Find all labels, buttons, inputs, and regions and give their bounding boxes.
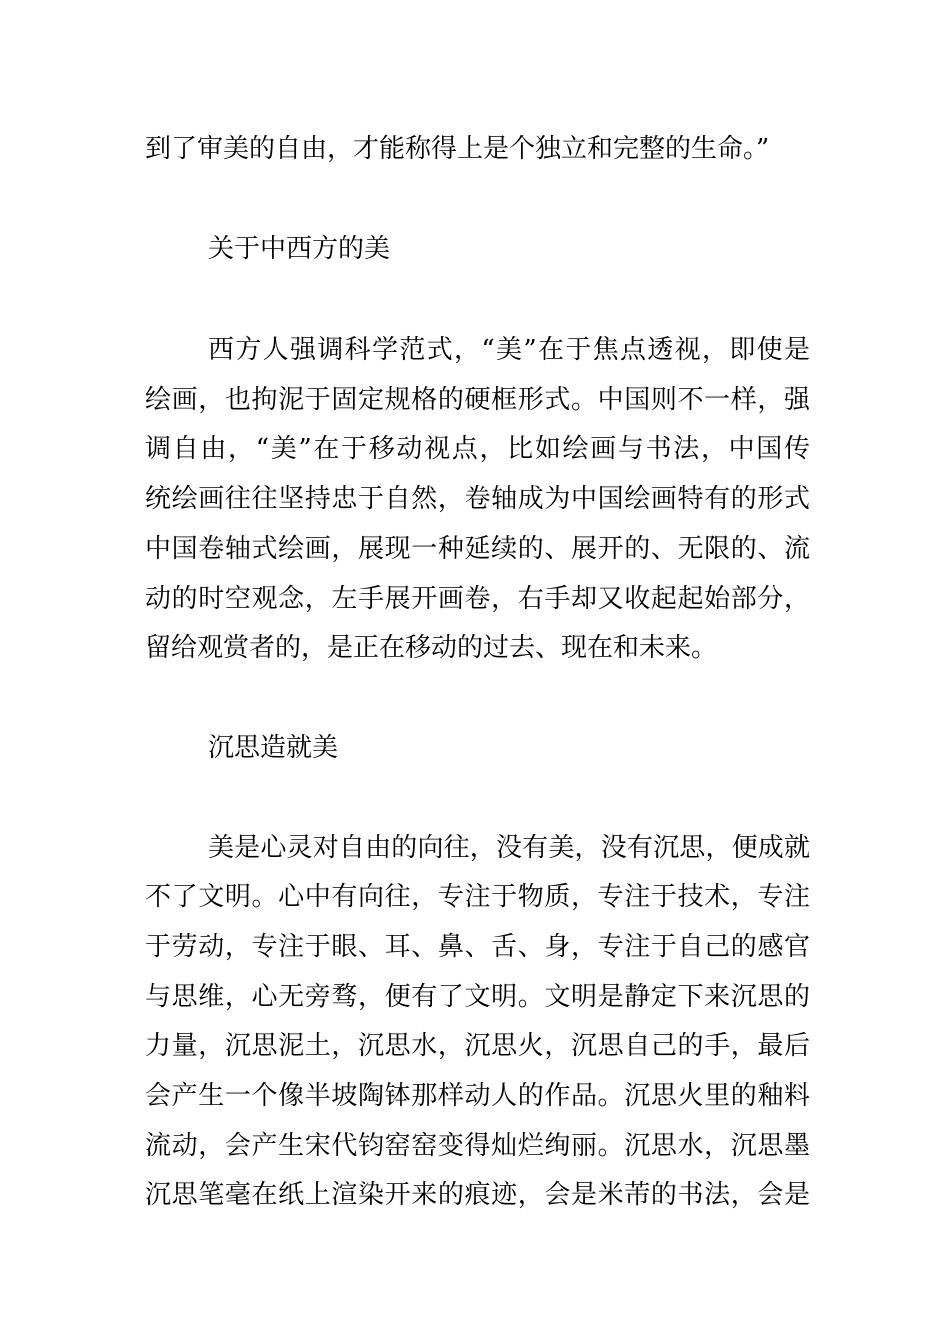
paragraph-line: 不了文明。心中有向往，专注于物质，专注于技术，专注 [145,882,810,912]
paragraph-line-closing-quote: 到了审美的自由，才能称得上是个独立和完整的生命。” [145,134,770,164]
paragraph-line: 会产生一个像半坡陶钵那样动人的作品。沉思火里的釉料 [145,1081,810,1111]
paragraph-line: 流动，会产生宋代钧窑窑变得灿烂绚丽。沉思水，沉思墨 [145,1131,810,1161]
paragraph-line: 留给观赏者的，是正在移动的过去、现在和未来。 [145,633,718,663]
paragraph-line: 调自由，“美”在于移动视点，比如绘画与书法，中国传 [145,434,810,464]
paragraph-line: 于劳动，专注于眼、耳、鼻、舌、身，专注于自己的感官 [145,932,810,962]
section-heading-east-west-beauty: 关于中西方的美 [208,234,391,264]
paragraph-line: 与思维，心无旁骛，便有了文明。文明是静定下来沉思的 [145,982,810,1012]
paragraph-line: 绘画，也拘泥于固定规格的硬框形式。中国则不一样，强 [145,385,810,415]
paragraph-line: 美是心灵对自由的向往，没有美，没有沉思，便成就 [208,833,810,863]
paragraph-line: 西方人强调科学范式，“美”在于焦点透视，即使是 [208,335,810,365]
paragraph-line: 中国卷轴式绘画，展现一种延续的、展开的、无限的、流 [145,534,810,564]
paragraph-line: 沉思笔毫在纸上渲染开来的痕迹，会是米芾的书法，会是 [145,1180,810,1210]
section-heading-contemplation-beauty: 沉思造就美 [208,733,339,763]
paragraph-line: 动的时空观念，左手展开画卷，右手却又收起起始部分， [145,584,810,614]
paragraph-line: 统绘画往往坚持忠于自然，卷轴成为中国绘画特有的形式 [145,484,810,514]
paragraph-line: 力量，沉思泥土，沉思水，沉思火，沉思自己的手，最后 [145,1031,810,1061]
